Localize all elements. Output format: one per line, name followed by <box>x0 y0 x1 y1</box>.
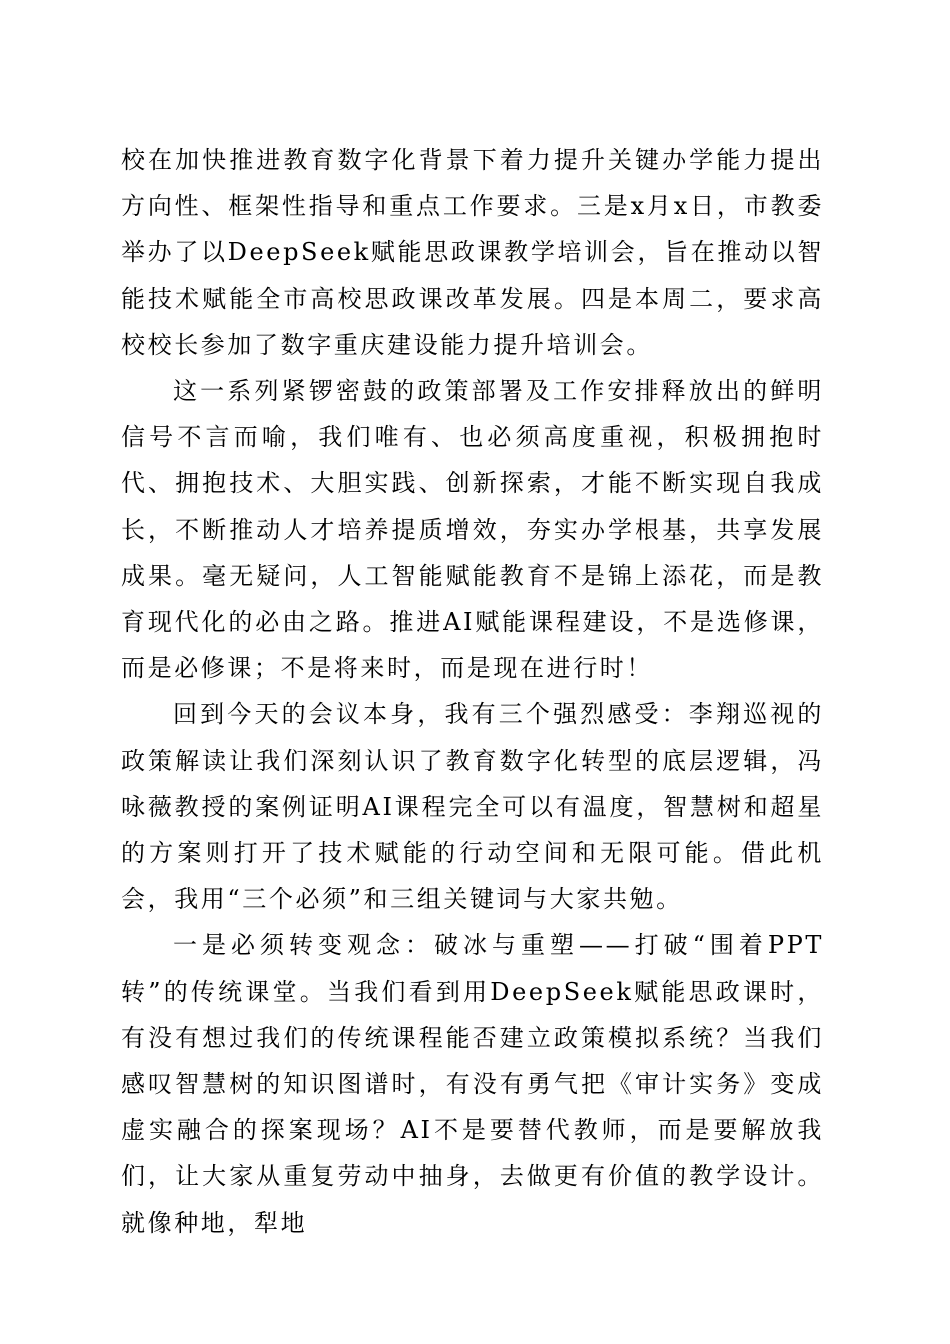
paragraph-4: 一是必须转变观念：破冰与重塑——打破“围着PPT转”的传统课堂。当我们看到用DeepSeek赋能思政课时，有没有想过我们的传统课程能否建立政策模拟系统？当我们感叹智慧树的知识图谱时，有没有勇气把《审计实务》变成虚实融合的探案现场？AI不是要替代教师，而是要解放我们，让大家从重复劳动中抽身，去做更有价值的教学设计。就像种地，犁地 <box>121 931 824 1237</box>
paragraph-3: 回到今天的会议本身，我有三个强烈感受：李翔巡视的政策解读让我们深刻认识了教育数字化转型的底层逻辑，冯咏薇教授的案例证明AI课程完全可以有温度，智慧树和超星的方案则打开了技术赋能的行动空间和无限可能。借此机会，我用“三个必须”和三组关键词与大家共勉。 <box>121 700 824 914</box>
document-body <box>121 137 824 1246</box>
paragraph-2: 这一系列紧锣密鼓的政策部署及工作安排释放出的鲜明信号不言而喻，我们唯有、也必须高度重视，积极拥抱时代、拥抱技术、大胆实践、创新探索，才能不断实现自我成长，不断推动人才培养提质增效，夯实办学根基，共享发展成果。毫无疑问，人工智能赋能教育不是锦上添花，而是教育现代化的必由之路。推进AI赋能课程建设，不是选修课，而是必修课；不是将来时，而是现在进行时！ <box>121 377 824 683</box>
paragraph-1: 校在加快推进教育数字化背景下着力提升关键办学能力提出方向性、框架性指导和重点工作要求。三是x月x日，市教委举办了以DeepSeek赋能思政课教学培训会，旨在推动以智能技术赋能全市高校思政课改革发展。四是本周二，要求高校校长参加了数字重庆建设能力提升培训会。 <box>121 146 824 359</box>
